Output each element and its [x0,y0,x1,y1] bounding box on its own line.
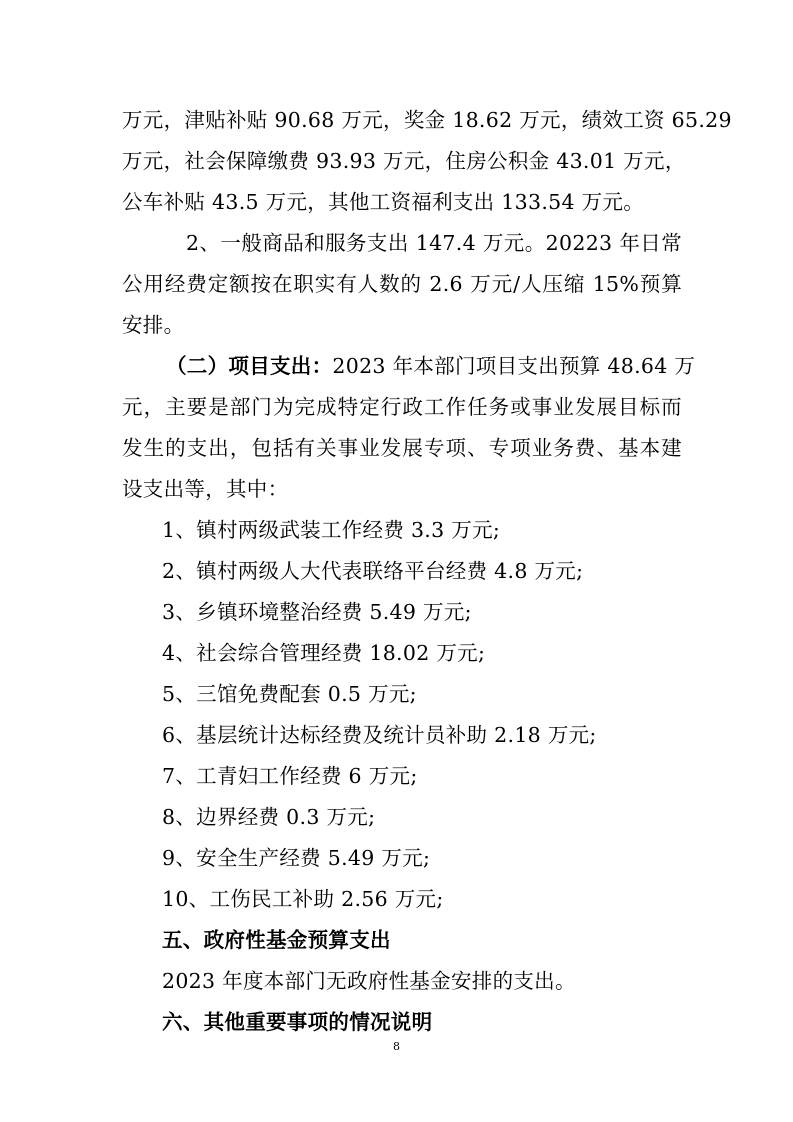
list-item: 4、社会综合管理经费 18.02 万元; [162,641,486,665]
list-item: 10、工伤民工补助 2.56 万元; [162,887,444,911]
list-item: 2、镇村两级人大代表联络平台经费 4.8 万元; [162,559,584,583]
body-line-3: 公车补贴 43.5 万元，其他工资福利支出 133.54 万元。 [122,190,645,214]
body-line-4: 2、一般商品和服务支出 147.4 万元。20223 年日常 [186,231,682,255]
list-item: 7、工青妇工作经费 6 万元; [162,764,418,788]
body-line-5: 公用经费定额按在职实有人数的 2.6 万元/人压缩 15%预算 [122,272,682,296]
list-item: 6、基层统计达标经费及统计员补助 2.18 万元; [162,723,597,747]
body-line-10: 设支出等，其中： [122,477,289,501]
project-heading: （二）项目支出： [166,354,333,378]
page-number: 8 [393,1040,400,1053]
list-item: 9、安全生产经费 5.49 万元; [162,846,431,870]
body-line-6: 安排。 [122,313,185,337]
list-item: 8、边界经费 0.3 万元; [162,805,376,829]
project-paragraph-first-line [166,352,696,380]
list-item: 1、镇村两级武装工作经费 3.3 万元; [162,518,501,542]
section-5-text: 2023 年度本部门无政府性基金安排的支出。 [162,969,576,993]
body-line-7: 2023 年本部门项目支出预算 48.64 万 [332,354,696,378]
section-heading-5: 五、政府性基金预算支出 [162,928,391,952]
section-heading-6: 六、其他重要事项的情况说明 [162,1010,433,1034]
body-line-1: 万元，津贴补贴 90.68 万元，奖金 18.62 万元，绩效工资 65.29 [122,108,732,132]
list-item: 3、乡镇环境整治经费 5.49 万元; [162,600,472,624]
body-line-9: 发生的支出，包括有关事业发展专项、专项业务费、基本建 [122,436,682,460]
body-line-8: 元，主要是部门为完成特定行政工作任务或事业发展目标而 [122,395,682,419]
list-item: 5、三馆免费配套 0.5 万元; [162,682,417,706]
body-line-2: 万元，社会保障缴费 93.93 万元，住房公积金 43.01 万元， [122,149,686,173]
